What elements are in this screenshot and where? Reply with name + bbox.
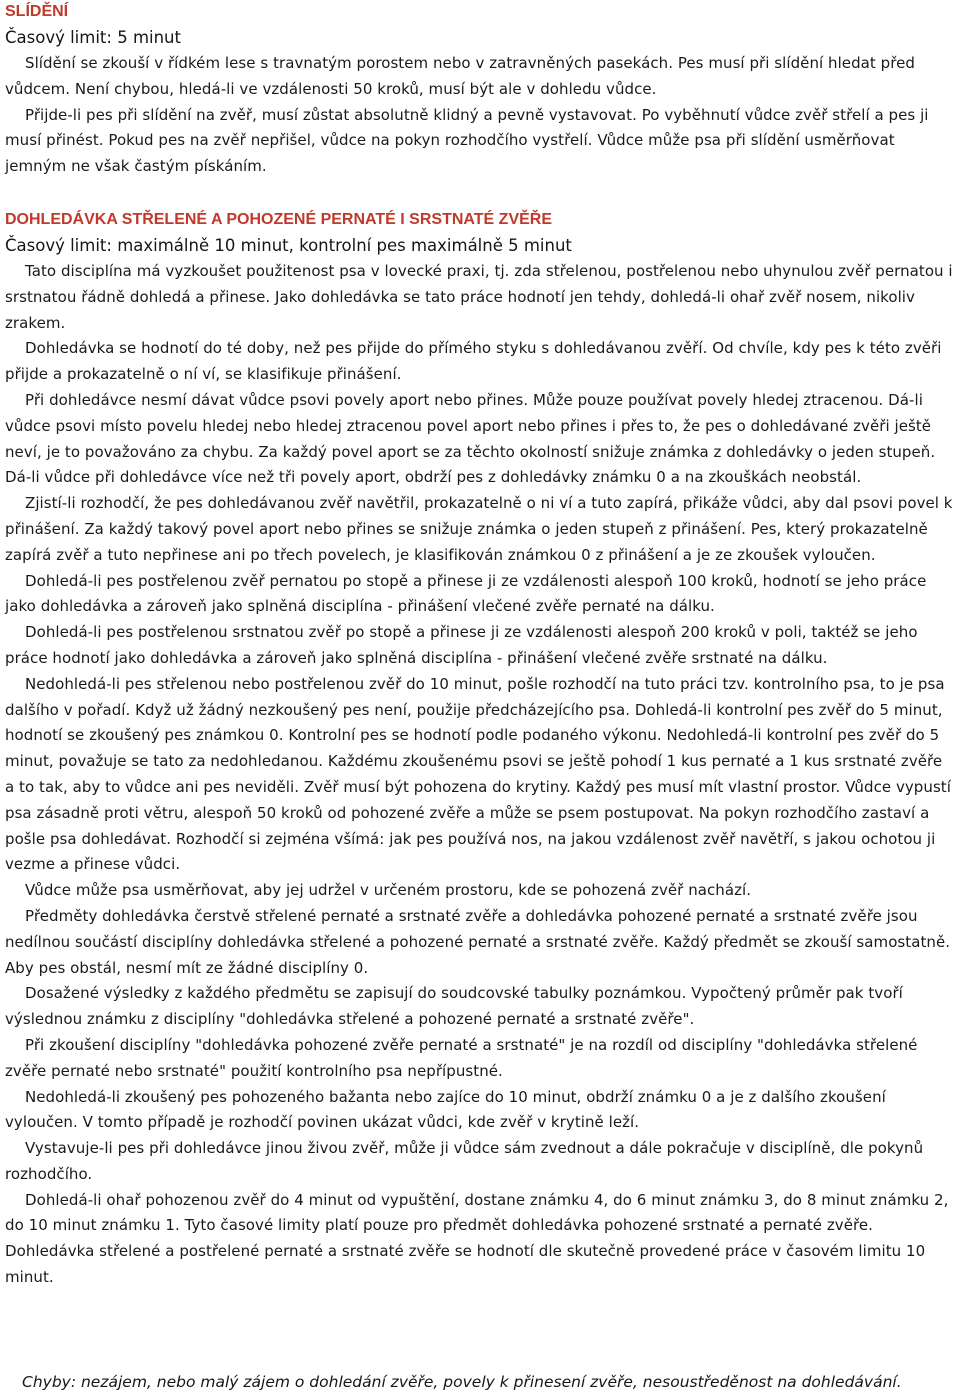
- paragraph: Dosažené výsledky z každého předmětu se zapisují do soudcovské tabulky poznámkou. Vypočtený průměr pak tvoří výslednou známku z disciplíny "dohledávka střelené a pohozené pernaté a srstnaté zvěře".: [5, 984, 903, 1029]
- section-title-dohledavka: DOHLEDÁVKA STŘELENÉ A POHOZENÉ PERNATÉ I SRSTNATÉ ZVĚŘE: [5, 211, 553, 228]
- paragraph: Vůdce může psa usměrňovat, aby jej udržel v určeném prostoru, kde se pohozená zvěř nachází.: [25, 881, 752, 900]
- time-limit-dohledavka: Časový limit: maximálně 10 minut, kontrolní pes maximálně 5 minut: [5, 236, 572, 255]
- paragraph: Přijde-li pes při slídění na zvěř, musí zůstat absolutně klidný a pevně vystavovat. Po vyběhnutí vůdce zvěř střelí a pes ji musí přinést. Pokud pes na zvěř nepřišel, vůdce na pokyn rozhodčího vystřelí. Vůdce může psa při slídění usměrňovat jemným ne však častým pískáním.: [5, 105, 929, 176]
- paragraph: Dohledávka se hodnotí do té doby, než pes přijde do přímého styku s dohledávanou zvěří. Od chvíle, kdy pes k této zvěři přijde a prokazatelně o ní ví, se klasifikuje přinášení.: [5, 339, 942, 384]
- paragraph: Nedohledá-li zkoušený pes pohozeného bažanta nebo zajíce do 10 minut, obdrží známku 0 a je z dalšího zkoušení vyloučen. V tomto případě je rozhodčí povinen ukázat vůdci, kde zvěř v krytině leží.: [5, 1087, 886, 1132]
- paragraph: Vystavuje-li pes při dohledávce jinou živou zvěř, může ji vůdce sám zvednout a dále pokračuje v disciplíně, dle pokynů rozhodčího.: [5, 1139, 924, 1183]
- errors-note: Chyby: nezájem, nebo malý zájem o dohledání zvěře, povely k přinesení zvěře, nesoustředěnost na dohledávání.: [22, 1373, 902, 1391]
- paragraph: Zjistí-li rozhodčí, že pes dohledávanou zvěř navětřil, prokazatelně o ni ví a tuto zapírá, přikáže vůdci, aby dal psovi povel k přinášení. Za každý takový povel aport nebo přines se snižuje známka o jeden stupeň z přinášení. Pes, který prokazatelně zapírá zvěř a tuto nepřinese ani po třech povelech, je klasifikován známkou 0 z přinášení a je ze zkoušek vyloučen.: [5, 494, 953, 564]
- paragraph: Při dohledávce nesmí dávat vůdce psovi povely aport nebo přines. Může pouze používat povely hledej ztracenou. Dá-li vůdce psovi místo povelu hledej nebo hledej ztracenou povel aport nebo přines i přes to, že pes o dohledávané zvěři ještě neví, je to považováno za chybu. Za každý povel aport se za těchto okolností snižuje známka z dohledávky o jeden stupeň. Dá-li vůdce při dohledávce více než tři povely aport, obdrží pes z dohledávky známku 0 a na zkouškách neobstál.: [5, 390, 936, 487]
- paragraph: Při zkoušení disciplíny "dohledávka pohozené zvěře pernaté a srstnaté" je na rozdíl od disciplíny "dohledávka střelené zvěře pernaté nebo srstnaté" použití kontrolního psa nepřípustné.: [5, 1035, 918, 1080]
- paragraph: Slídění se zkouší v řídkém lese s travnatým porostem nebo v zatravněných pasekách. Pes musí při slídění hledat před vůdcem. Není chybou, hledá-li ve vzdálenosti 50 kroků, musí být ale v dohledu vůdce.: [5, 54, 915, 98]
- section-title-slideni: SLÍDĚNÍ: [5, 3, 69, 20]
- paragraph: Tato disciplína má vyzkoušet použitenost psa v lovecké praxi, tj. zda střelenou, postřelenou nebo uhynulou zvěř pernatou i srstnatou řádně dohledá a přinese. Jako dohledávka se tato práce hodnotí jen tehdy, dohledá-li ohař zvěř nosem, nikoliv zrakem.: [5, 262, 953, 332]
- section-body-slideni: [5, 51, 955, 180]
- time-limit-slideni: Časový limit: 5 minut: [5, 28, 181, 47]
- paragraph: Dohledá-li pes postřelenou srstnatou zvěř po stopě a přinese ji ze vzdálenosti alespoň 200 kroků v poli, taktéž se jeho práce hodnotí jako dohledávka a zároveň jako splněná disciplína - přinášení vlečené zvěře srstnaté na dálku.: [5, 623, 918, 667]
- section-body-dohledavka: [5, 259, 955, 1291]
- paragraph: Předměty dohledávka čerstvě střelené pernaté a srstnaté zvěře a dohledávka pohozené pernaté a srstnaté zvěře jsou nedílnou součástí disciplíny dohledávka střelené a pohozené pernaté a srstnaté zvěře. Každý předmět se zkouší samostatně. Aby pes obstál, nesmí mít ze žádné disciplíny 0.: [5, 906, 951, 977]
- paragraph: Nedohledá-li pes střelenou nebo postřelenou zvěř do 10 minut, pošle rozhodčí na tuto práci tzv. kontrolního psa, to je psa dalšího v pořadí. Když už žádný nezkoušený pes není, použije předcházejícího psa. Dohledá-li kontrolní pes zvěř do 5 minut, hodnotí se zkoušený pes známkou 0. Kontrolní pes se hodnotí podle podaného výkonu. Nedohledá-li kontrolní pes zvěř do 5 minut, považuje se tato za nedohledanou. Každému zkoušenému psovi se ještě pohodí 1 kus pernaté a 1 kus srstnaté zvěře a to tak, aby to vůdce ani pes neviděli. Zvěř musí být pohozena do krytiny. Každý pes musí mít vlastní prostor. Vůdce vypustí psa zásadně proti větru, alespoň 50 kroků od pohozené zvěře a může se psem postupovat. Na pokyn rozhodčího zastaví a pošle psa dohledávat. Rozhodčí si zejména všímá: jak pes používá nos, na jakou vzdálenost zvěř navětří, s jakou ochotou ji vezme a přinese vůdci.: [5, 674, 951, 874]
- paragraph: Dohledá-li ohař pohozenou zvěř do 4 minut od vypuštění, dostane známku 4, do 6 minut známku 3, do 8 minut známku 2, do 10 minut známku 1. Tyto časové limity platí pouze pro předmět dohledávka pohozené srstnaté a pernaté zvěře. Dohledávka střelené a postřelené pernaté a srstnaté zvěře se hodnotí dle skutečně provedené práce v časovém limitu 10 minut.: [5, 1190, 949, 1287]
- paragraph: Dohledá-li pes postřelenou zvěř pernatou po stopě a přinese ji ze vzdálenosti alespoň 100 kroků, hodnotí se jeho práce jako dohledávka a zároveň jako splněná disciplína - přinášení vlečené zvěře pernaté na dálku.: [5, 571, 927, 616]
